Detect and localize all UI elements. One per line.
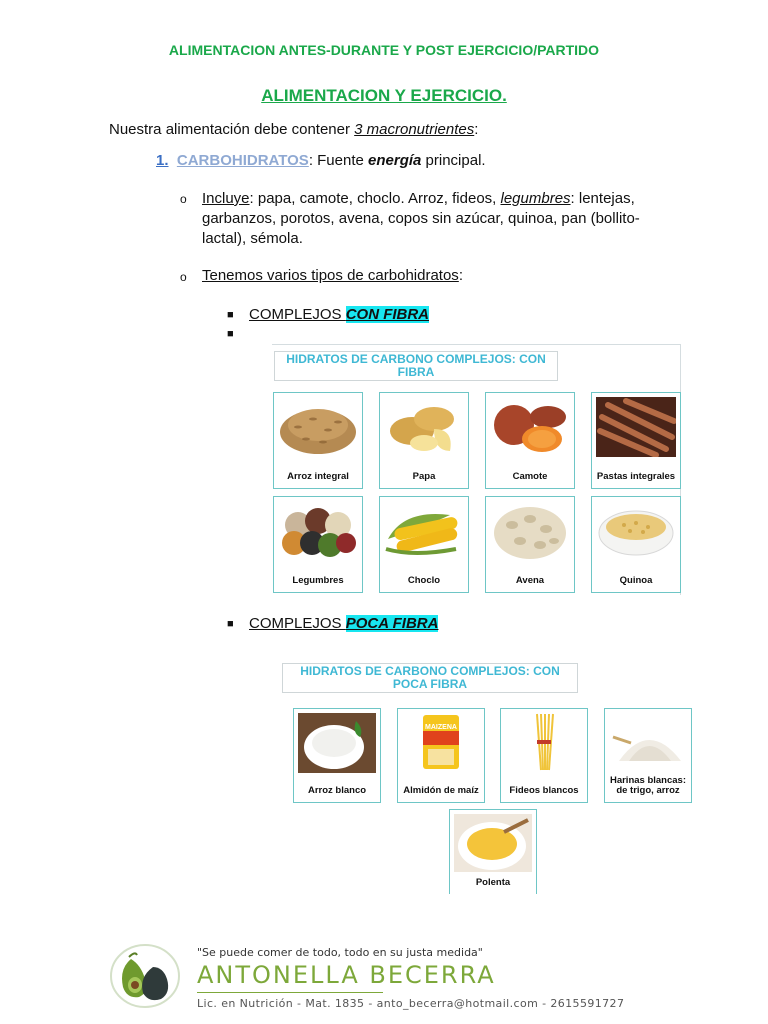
footer-divider [197, 992, 383, 993]
complejos-fibra-line [249, 305, 429, 325]
incluye-text-a: : papa, camote, choclo. Arroz, fideos, [249, 190, 501, 207]
footer-name: ANTONELLA BECERRA [197, 961, 496, 989]
quinoa-icon [596, 503, 676, 559]
food-label: Pastas integrales [596, 471, 676, 482]
complejos-poca-line [249, 614, 438, 634]
food-label: Camote [512, 471, 548, 482]
intro-text: Nuestra alimentación debe contener [109, 121, 355, 138]
food-label: Almidón de maíz [403, 785, 479, 796]
food-card-papa [379, 392, 469, 489]
food-label: Avena [515, 575, 545, 586]
footer-quote: "Se puede comer de todo, todo en su justa medida" [197, 946, 483, 959]
food-label: Fideos blancos [509, 785, 579, 796]
avocado-logo-icon [109, 943, 181, 1009]
tipos-line [202, 266, 463, 286]
tipos-end: : [458, 267, 463, 284]
panel-poca-fibra-title: HIDRATOS DE CARBONO COMPLEJOS: CON POCA FIBRA [282, 663, 578, 693]
food-label: Harinas blancas: de trigo, arroz [609, 775, 687, 796]
section-after: : Fuente [308, 152, 369, 169]
square-bullet-icon: ■ [227, 309, 234, 321]
circle-bullet-icon: o [180, 192, 187, 206]
complejos-poca-highlight: POCA FIBRA [345, 615, 439, 632]
food-card-harinas [604, 708, 692, 803]
section-energy: energía [368, 152, 422, 169]
pastas-integrales-icon [596, 397, 676, 457]
page-title: ALIMENTACION Y EJERCICIO. [261, 86, 507, 105]
food-card-fideos [500, 708, 588, 803]
complejos-fibra-prefix: COMPLEJOS [249, 306, 346, 323]
incluye-line3: lactal), sémola. [202, 230, 303, 247]
food-label: Papa [412, 471, 436, 482]
fideos-blancos-icon [531, 712, 557, 772]
food-label: Legumbres [292, 575, 344, 586]
square-bullet-icon: ■ [227, 618, 234, 630]
incluye-label: Incluye [202, 190, 250, 207]
food-card-avena [485, 496, 575, 593]
incluye-line2: garbanzos, porotos, avena, copos sin azúcar, quinoa, pan (bollito- [202, 210, 640, 227]
complejos-poca-prefix: COMPLEJOS [249, 615, 346, 632]
food-card-arroz-blanco [293, 708, 381, 803]
section-carbohidratos [156, 151, 486, 171]
intro-emphasis: 3 macronutrientes [354, 121, 475, 138]
section-name: CARBOHIDRATOS [176, 152, 309, 169]
arroz-blanco-icon [298, 713, 376, 773]
papa-icon [384, 399, 464, 455]
arroz-integral-icon [278, 397, 358, 457]
brand-label: MAIZENA [425, 724, 457, 731]
section-end: principal. [421, 152, 486, 169]
tipos-label: Tenemos varios tipos de carbohidratos [202, 267, 459, 284]
food-card-pastas-integrales [591, 392, 681, 489]
food-label: Choclo [407, 575, 441, 586]
harinas-icon [609, 715, 687, 765]
intro-paragraph [109, 120, 478, 140]
document-header: ALIMENTACION ANTES-DURANTE Y POST EJERCICIO/PARTIDO [168, 42, 600, 58]
complejos-fibra-highlight: CON FIBRA [345, 306, 430, 323]
food-card-almidon [397, 708, 485, 803]
food-label: Arroz integral [287, 471, 349, 482]
polenta-icon [454, 814, 532, 872]
food-label: Polenta [475, 877, 511, 888]
choclo-icon [384, 505, 464, 557]
intro-end: : [474, 121, 479, 138]
food-card-legumbres [273, 496, 363, 593]
food-card-arroz-integral [273, 392, 363, 489]
legumbres-icon [278, 503, 358, 559]
incluye-text-b: : lentejas, [570, 190, 635, 207]
food-label: Arroz blanco [307, 785, 367, 796]
section-number: 1. [156, 152, 169, 169]
food-card-choclo [379, 496, 469, 593]
food-card-camote [485, 392, 575, 489]
food-card-quinoa [591, 496, 681, 593]
incluye-legumbres: legumbres [500, 190, 571, 207]
incluye-paragraph [202, 189, 672, 249]
circle-bullet-icon: o [180, 270, 187, 284]
food-card-polenta [449, 809, 537, 894]
avena-icon [490, 501, 570, 561]
square-bullet-icon: ■ [227, 328, 234, 340]
panel-con-fibra-title: HIDRATOS DE CARBONO COMPLEJOS: CON FIBRA [274, 351, 558, 381]
camote-icon [490, 399, 570, 455]
almidon-maiz-icon [420, 713, 462, 771]
footer-info: Lic. en Nutrición - Mat. 1835 - anto_becerra@hotmail.com - 2615591727 [197, 997, 625, 1010]
food-label: Quinoa [619, 575, 653, 586]
